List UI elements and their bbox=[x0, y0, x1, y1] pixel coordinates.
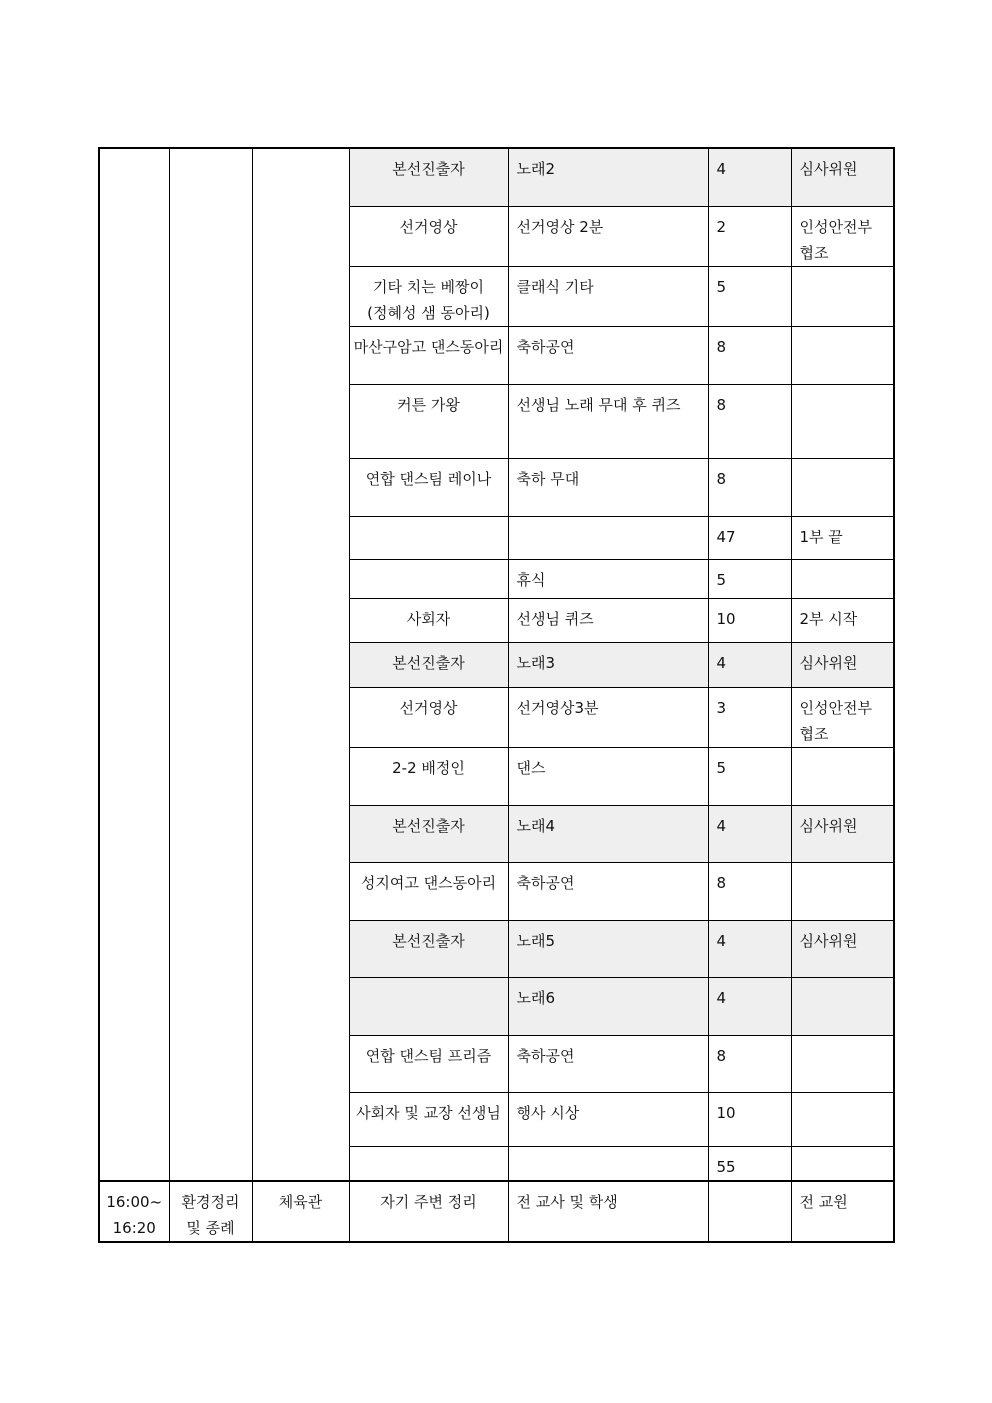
note-cell: 전 교원 bbox=[791, 1181, 894, 1242]
note-cell bbox=[791, 1092, 894, 1146]
performer-cell: 사회자 및 교장 선생님 bbox=[349, 1092, 508, 1146]
performer-cell: 성지여고 댄스동아리 bbox=[349, 862, 508, 920]
note-cell bbox=[791, 458, 894, 516]
note-cell bbox=[791, 1035, 894, 1092]
content-cell: 선생님 노래 무대 후 퀴즈 bbox=[508, 384, 708, 458]
content-cell: 노래2 bbox=[508, 148, 708, 206]
performer-cell: 기타 치는 베짱이 (정혜성 샘 동아리) bbox=[349, 266, 508, 326]
performer-cell bbox=[349, 516, 508, 559]
minutes-cell: 8 bbox=[708, 458, 791, 516]
content-cell: 노래5 bbox=[508, 920, 708, 977]
performer-cell: 커튼 가왕 bbox=[349, 384, 508, 458]
time-cell: 16:00~ 16:20 bbox=[99, 1181, 169, 1242]
minutes-cell: 10 bbox=[708, 1092, 791, 1146]
performer-cell bbox=[349, 1146, 508, 1181]
content-cell: 노래6 bbox=[508, 977, 708, 1035]
performer-cell: 선거영상 bbox=[349, 687, 508, 747]
content-cell: 선거영상 2분 bbox=[508, 206, 708, 266]
note-cell bbox=[791, 384, 894, 458]
note-cell bbox=[791, 559, 894, 598]
content-cell: 축하 무대 bbox=[508, 458, 708, 516]
minutes-cell: 2 bbox=[708, 206, 791, 266]
note-cell bbox=[791, 326, 894, 384]
place-cell: 체육관 bbox=[252, 1181, 349, 1242]
note-cell: 심사위원 bbox=[791, 148, 894, 206]
content-cell: 노래4 bbox=[508, 805, 708, 862]
minutes-cell: 4 bbox=[708, 977, 791, 1035]
performer-cell: 마산구암고 댄스동아리 bbox=[349, 326, 508, 384]
minutes-cell: 8 bbox=[708, 862, 791, 920]
note-cell bbox=[791, 1146, 894, 1181]
minutes-cell: 4 bbox=[708, 642, 791, 687]
note-cell: 인성안전부 협조 bbox=[791, 687, 894, 747]
minutes-cell: 10 bbox=[708, 598, 791, 642]
place-cell bbox=[252, 148, 349, 1181]
content-cell: 행사 시상 bbox=[508, 1092, 708, 1146]
note-cell: 심사위원 bbox=[791, 920, 894, 977]
content-cell bbox=[508, 1146, 708, 1181]
performer-cell: 본선진출자 bbox=[349, 920, 508, 977]
schedule-table bbox=[98, 147, 895, 1243]
minutes-cell: 47 bbox=[708, 516, 791, 559]
performer-cell bbox=[349, 559, 508, 598]
minutes-cell: 3 bbox=[708, 687, 791, 747]
performer-cell: 연합 댄스팀 레이나 bbox=[349, 458, 508, 516]
schedule-body bbox=[99, 148, 894, 1242]
performer-cell bbox=[349, 977, 508, 1035]
minutes-cell: 4 bbox=[708, 805, 791, 862]
minutes-cell: 5 bbox=[708, 266, 791, 326]
note-cell bbox=[791, 977, 894, 1035]
performer-cell: 연합 댄스팀 프리즘 bbox=[349, 1035, 508, 1092]
performer-cell: 자기 주변 정리 bbox=[349, 1181, 508, 1242]
minutes-cell: 8 bbox=[708, 1035, 791, 1092]
closing-row bbox=[99, 1181, 894, 1242]
note-cell: 인성안전부 협조 bbox=[791, 206, 894, 266]
note-cell: 1부 끝 bbox=[791, 516, 894, 559]
note-cell: 심사위원 bbox=[791, 642, 894, 687]
note-cell: 2부 시작 bbox=[791, 598, 894, 642]
performer-cell: 본선진출자 bbox=[349, 642, 508, 687]
note-cell bbox=[791, 266, 894, 326]
minutes-cell: 8 bbox=[708, 384, 791, 458]
performer-cell: 선거영상 bbox=[349, 206, 508, 266]
program-cell: 환경정리 및 종례 bbox=[169, 1181, 252, 1242]
content-cell: 축하공연 bbox=[508, 862, 708, 920]
performer-cell: 2-2 배정인 bbox=[349, 747, 508, 805]
time-cell bbox=[99, 148, 169, 1181]
content-cell: 댄스 bbox=[508, 747, 708, 805]
program-cell bbox=[169, 148, 252, 1181]
content-cell: 노래3 bbox=[508, 642, 708, 687]
minutes-cell: 8 bbox=[708, 326, 791, 384]
content-cell: 휴식 bbox=[508, 559, 708, 598]
minutes-cell: 5 bbox=[708, 559, 791, 598]
note-cell bbox=[791, 862, 894, 920]
content-cell: 전 교사 및 학생 bbox=[508, 1181, 708, 1242]
performer-cell: 사회자 bbox=[349, 598, 508, 642]
minutes-cell: 4 bbox=[708, 148, 791, 206]
minutes-cell: 4 bbox=[708, 920, 791, 977]
performer-cell: 본선진출자 bbox=[349, 148, 508, 206]
minutes-cell: 55 bbox=[708, 1146, 791, 1181]
performer-cell: 본선진출자 bbox=[349, 805, 508, 862]
minutes-cell bbox=[708, 1181, 791, 1242]
content-cell: 선거영상3분 bbox=[508, 687, 708, 747]
content-cell: 선생님 퀴즈 bbox=[508, 598, 708, 642]
schedule-row bbox=[99, 148, 894, 206]
minutes-cell: 5 bbox=[708, 747, 791, 805]
note-cell: 심사위원 bbox=[791, 805, 894, 862]
note-cell bbox=[791, 747, 894, 805]
content-cell: 축하공연 bbox=[508, 326, 708, 384]
content-cell bbox=[508, 516, 708, 559]
content-cell: 축하공연 bbox=[508, 1035, 708, 1092]
content-cell: 클래식 기타 bbox=[508, 266, 708, 326]
